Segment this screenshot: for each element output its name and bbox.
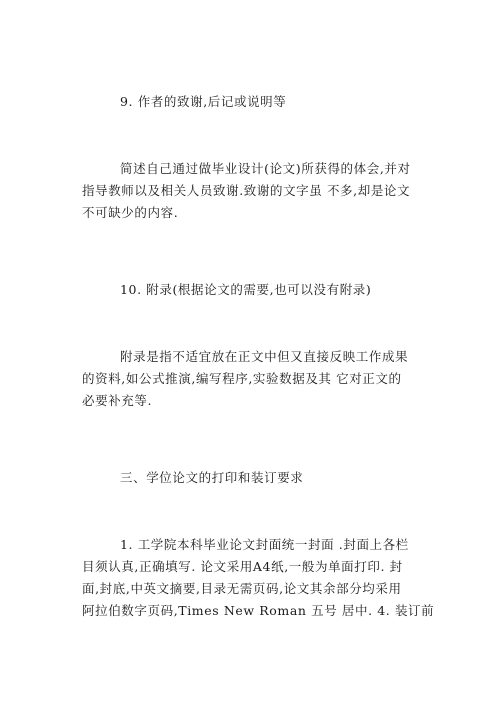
body-line: 必要补充等. bbox=[82, 393, 153, 408]
body-line: 1. 工学院本科毕业论文封面统一封面 .封面上各栏 bbox=[120, 537, 409, 552]
printing-requirements-body bbox=[82, 534, 435, 622]
body-line: 阿拉伯数字页码,Times New Roman 五号 居中. 4. 装订前 bbox=[82, 603, 435, 618]
body-line: 面,封底,中英文摘要,目录无需页码,论文其余部分均采用 bbox=[82, 581, 402, 596]
body-line: 目须认真,正确填写. 论文采用A4纸,一般为单面打印. 封 bbox=[82, 559, 403, 574]
section-9-heading: 9. 作者的致谢,后记或说明等 bbox=[120, 94, 287, 109]
section-10-body bbox=[82, 346, 422, 412]
body-line: 的资料,如公式推演,编写程序,实验数据及其 它对正文的 bbox=[82, 371, 402, 386]
section-3-heading: 三、学位论文的打印和装订要求 bbox=[120, 470, 304, 485]
section-10-heading: 10. 附录(根据论文的需要,也可以没有附录) bbox=[120, 282, 372, 297]
section-9-body bbox=[82, 158, 422, 224]
body-line: 不可缺少的内容. bbox=[82, 205, 179, 220]
body-line: 指导教师以及相关人员致谢.致谢的文字虽 不多,却是论文 bbox=[82, 183, 411, 198]
body-line: 简述自己通过做毕业设计(论文)所获得的体会,并对 bbox=[120, 161, 411, 176]
body-line: 附录是指不适宜放在正文中但又直接反映工作成果 bbox=[120, 349, 409, 364]
